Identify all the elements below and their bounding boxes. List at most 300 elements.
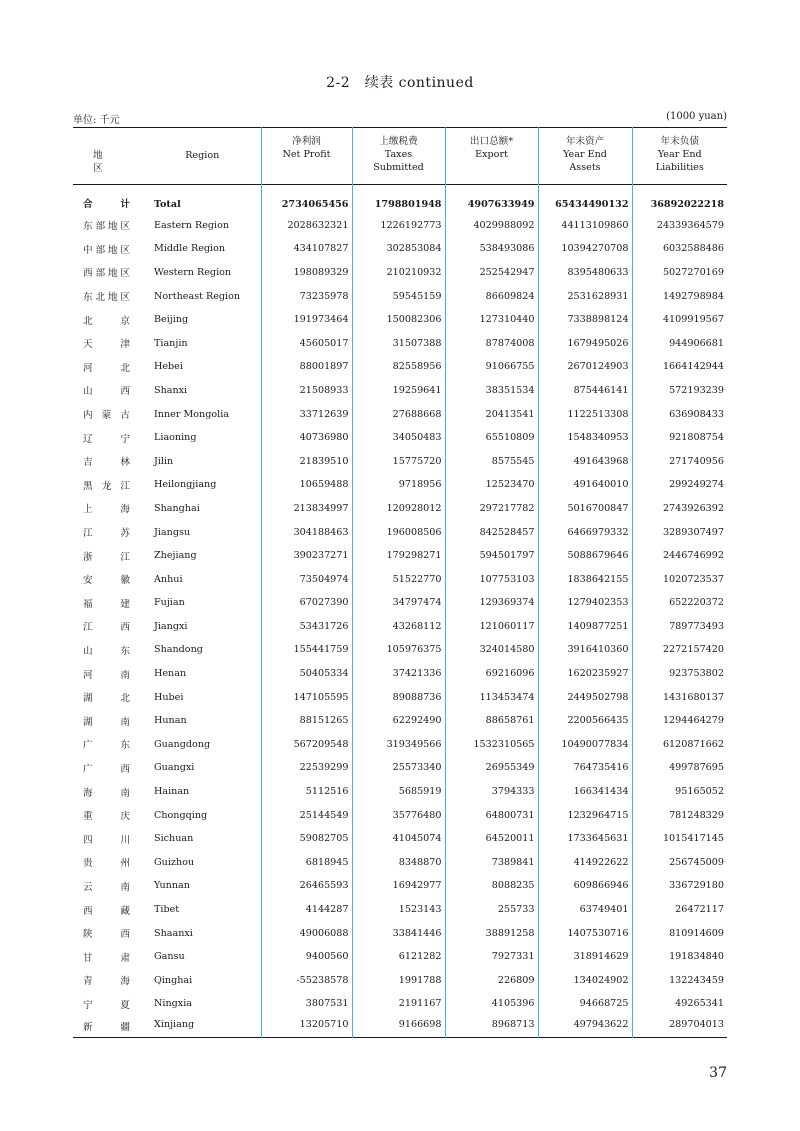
region-name-en: Ningxia	[154, 998, 192, 1010]
taxes-cell: 62292490	[352, 709, 445, 733]
region-name-cn: 宁夏	[83, 999, 130, 1011]
region-name-en: Qinghai	[154, 974, 193, 986]
liabilities-cell: 289704013	[632, 1016, 727, 1038]
taxes-cell: 105976375	[352, 638, 445, 662]
net-profit-cell: 59082705	[261, 827, 352, 851]
net-profit-cell: 10659488	[261, 473, 352, 497]
assets-cell: 1679495026	[538, 331, 632, 355]
export-cell: 69216096	[445, 662, 538, 686]
table-row	[73, 780, 727, 804]
region-name-cn: 合计	[83, 198, 130, 210]
region-name-cn: 西藏	[83, 905, 130, 917]
net-profit-cell: 3807531	[261, 992, 352, 1016]
taxes-cell: 8348870	[352, 851, 445, 875]
region-name-cn: 河北	[83, 362, 130, 374]
liabilities-cell: 1015417145	[632, 827, 727, 851]
taxes-cell: 319349566	[352, 733, 445, 757]
export-cell: 4907633949	[445, 185, 538, 214]
net-profit-cell: 73504974	[261, 567, 352, 591]
region-name-cn: 四川	[83, 834, 130, 846]
liabilities-cell: 499787695	[632, 756, 727, 780]
net-profit-cell: 88151265	[261, 709, 352, 733]
table-row	[73, 756, 727, 780]
liabilities-cell: 944906681	[632, 331, 727, 355]
assets-cell: 7338898124	[538, 308, 632, 332]
export-cell: 129369374	[445, 591, 538, 615]
assets-cell: 10394270708	[538, 237, 632, 261]
header-net-profit-cn: 净利润	[292, 136, 321, 147]
liabilities-cell: 132243459	[632, 969, 727, 993]
taxes-cell: 5685919	[352, 780, 445, 804]
assets-cell: 318914629	[538, 945, 632, 969]
net-profit-cell: 147105595	[261, 685, 352, 709]
table-row	[73, 874, 727, 898]
net-profit-cell: 4144287	[261, 898, 352, 922]
taxes-cell: 25573340	[352, 756, 445, 780]
assets-cell: 414922622	[538, 851, 632, 875]
liabilities-cell: 1664142944	[632, 355, 727, 379]
taxes-cell: 31507388	[352, 331, 445, 355]
net-profit-cell: 33712639	[261, 402, 352, 426]
region-name-cn: 北京	[83, 315, 130, 327]
region-name-en: Eastern Region	[154, 219, 230, 231]
table-row	[73, 426, 727, 450]
taxes-cell: 1226192773	[352, 214, 445, 238]
assets-cell: 1409877251	[538, 615, 632, 639]
region-name-cn: 湖南	[83, 716, 130, 728]
table-row	[73, 615, 727, 639]
table-row	[73, 449, 727, 473]
table-row	[73, 355, 727, 379]
taxes-cell: 1798801948	[352, 185, 445, 214]
assets-cell: 2449502798	[538, 685, 632, 709]
assets-cell: 2531628931	[538, 284, 632, 308]
region-name-cn: 西部地区	[83, 268, 130, 280]
net-profit-cell: 21508933	[261, 379, 352, 403]
table-row	[73, 402, 727, 426]
net-profit-cell: 304188463	[261, 520, 352, 544]
region-name-cn: 河南	[83, 669, 130, 681]
export-cell: 297217782	[445, 497, 538, 521]
assets-cell: 8395480633	[538, 261, 632, 285]
header-net-profit-en: Net Profit	[282, 149, 331, 160]
assets-cell: 1620235927	[538, 662, 632, 686]
region-name-en: Tianjin	[154, 337, 188, 349]
taxes-cell: 34050483	[352, 426, 445, 450]
liabilities-cell: 652220372	[632, 591, 727, 615]
table-row	[73, 214, 727, 238]
region-name-en: Fujian	[154, 597, 185, 609]
region-name-cn: 江西	[83, 622, 130, 634]
header-liabilities-en2: Liabilities	[655, 162, 704, 173]
unit-label-en: (1000 yuan)	[666, 111, 727, 122]
assets-cell: 166341434	[538, 780, 632, 804]
table-row	[73, 520, 727, 544]
export-cell: 64800731	[445, 803, 538, 827]
net-profit-cell: 50405334	[261, 662, 352, 686]
table-row	[73, 284, 727, 308]
net-profit-cell: 2028632321	[261, 214, 352, 238]
table-row	[73, 544, 727, 568]
region-name-en: Shanxi	[154, 384, 188, 396]
assets-cell: 10490077834	[538, 733, 632, 757]
region-name-cn: 山东	[83, 645, 130, 657]
net-profit-cell: 26465593	[261, 874, 352, 898]
unit-label: 单位: 千元	[73, 115, 120, 126]
export-cell: 8088235	[445, 874, 538, 898]
table-row	[73, 497, 727, 521]
liabilities-cell: 336729180	[632, 874, 727, 898]
table-row	[73, 638, 727, 662]
export-cell: 252542947	[445, 261, 538, 285]
net-profit-cell: 53431726	[261, 615, 352, 639]
header-taxes-en2: Submitted	[373, 162, 424, 173]
liabilities-cell: 49265341	[632, 992, 727, 1016]
taxes-cell: 89088736	[352, 685, 445, 709]
export-cell: 12523470	[445, 473, 538, 497]
export-cell: 127310440	[445, 308, 538, 332]
region-name-en: Guangxi	[154, 762, 195, 774]
assets-cell: 5016700847	[538, 497, 632, 521]
region-name-en: Guizhou	[154, 856, 195, 868]
export-cell: 64520011	[445, 827, 538, 851]
header-assets-en2: Assets	[569, 162, 601, 173]
header-taxes-cn: 上缴税费	[379, 136, 418, 147]
export-cell: 8968713	[445, 1016, 538, 1038]
net-profit-cell: 22539299	[261, 756, 352, 780]
assets-cell: 1232964715	[538, 803, 632, 827]
taxes-cell: 37421336	[352, 662, 445, 686]
taxes-cell: 27688668	[352, 402, 445, 426]
net-profit-cell: 198089329	[261, 261, 352, 285]
region-name-en: Shanghai	[154, 502, 200, 514]
taxes-cell: 120928012	[352, 497, 445, 521]
liabilities-cell: 789773493	[632, 615, 727, 639]
header-region-cn: 地 区	[93, 150, 122, 174]
assets-cell: 875446141	[538, 379, 632, 403]
liabilities-cell: 6032588486	[632, 237, 727, 261]
table-row	[73, 185, 727, 214]
region-name-en: Yunnan	[154, 880, 190, 892]
region-name-en: Hunan	[154, 715, 187, 727]
export-cell: 91066755	[445, 355, 538, 379]
liabilities-cell: 26472117	[632, 898, 727, 922]
region-name-cn: 浙江	[83, 551, 130, 563]
region-name-cn: 广西	[83, 763, 130, 775]
region-name-en: Total	[154, 198, 181, 210]
liabilities-cell: 95165052	[632, 780, 727, 804]
header-export	[445, 128, 538, 185]
taxes-cell: 2191167	[352, 992, 445, 1016]
net-profit-cell: 21839510	[261, 449, 352, 473]
assets-cell: 94668725	[538, 992, 632, 1016]
region-name-en: Sichuan	[154, 833, 194, 845]
export-cell: 4029988092	[445, 214, 538, 238]
region-name-en: Shandong	[154, 644, 203, 656]
region-name-en: Henan	[154, 668, 187, 680]
liabilities-cell: 3289307497	[632, 520, 727, 544]
region-name-en: Hainan	[154, 786, 190, 798]
liabilities-cell: 572193239	[632, 379, 727, 403]
page-title: 2-2 续表 continued	[326, 75, 474, 91]
region-name-en: Jiangsu	[154, 526, 191, 538]
net-profit-cell: 191973464	[261, 308, 352, 332]
taxes-cell: 82558956	[352, 355, 445, 379]
net-profit-cell: 213834997	[261, 497, 352, 521]
table-row	[73, 591, 727, 615]
net-profit-cell: 434107827	[261, 237, 352, 261]
taxes-cell: 34797474	[352, 591, 445, 615]
net-profit-cell: 9400560	[261, 945, 352, 969]
export-cell: 255733	[445, 898, 538, 922]
liabilities-cell: 923753802	[632, 662, 727, 686]
export-cell: 4105396	[445, 992, 538, 1016]
region-name-cn: 青海	[83, 976, 130, 988]
net-profit-cell: 390237271	[261, 544, 352, 568]
export-cell: 38351534	[445, 379, 538, 403]
table-row	[73, 803, 727, 827]
net-profit-cell: -55238578	[261, 969, 352, 993]
region-name-en: Hubei	[154, 691, 184, 703]
assets-cell: 3916410360	[538, 638, 632, 662]
liabilities-cell: 4109919567	[632, 308, 727, 332]
assets-cell: 134024902	[538, 969, 632, 993]
table-row	[73, 827, 727, 851]
table-row	[73, 662, 727, 686]
export-cell: 26955349	[445, 756, 538, 780]
export-cell: 594501797	[445, 544, 538, 568]
liabilities-cell: 2272157420	[632, 638, 727, 662]
export-cell: 88658761	[445, 709, 538, 733]
assets-cell: 65434490132	[538, 185, 632, 214]
liabilities-cell: 921808754	[632, 426, 727, 450]
assets-cell: 63749401	[538, 898, 632, 922]
table-row	[73, 331, 727, 355]
export-cell: 324014580	[445, 638, 538, 662]
export-cell: 1532310565	[445, 733, 538, 757]
region-name-cn: 广东	[83, 740, 130, 752]
assets-cell: 764735416	[538, 756, 632, 780]
header-region-en: Region	[185, 150, 220, 161]
liabilities-cell: 299249274	[632, 473, 727, 497]
table-row	[73, 1016, 727, 1038]
region-name-cn: 山西	[83, 386, 130, 398]
assets-cell: 1838642155	[538, 567, 632, 591]
table-row	[73, 992, 727, 1016]
table-row	[73, 969, 727, 993]
region-name-cn: 辽宁	[83, 433, 130, 445]
table-row	[73, 567, 727, 591]
taxes-cell: 196008506	[352, 520, 445, 544]
table-row	[73, 473, 727, 497]
region-name-cn: 天津	[83, 339, 130, 351]
net-profit-cell: 88001897	[261, 355, 352, 379]
header-export-en: Export	[475, 149, 508, 160]
liabilities-cell: 256745009	[632, 851, 727, 875]
table-row	[73, 733, 727, 757]
export-cell: 113453474	[445, 685, 538, 709]
header-net-profit	[261, 128, 352, 185]
export-cell: 8575545	[445, 449, 538, 473]
liabilities-cell: 5027270169	[632, 261, 727, 285]
taxes-cell: 51522770	[352, 567, 445, 591]
region-name-en: Inner Mongolia	[154, 408, 230, 420]
export-cell: 87874008	[445, 331, 538, 355]
net-profit-cell: 5112516	[261, 780, 352, 804]
table-row	[73, 921, 727, 945]
assets-cell: 497943622	[538, 1016, 632, 1038]
export-cell: 107753103	[445, 567, 538, 591]
assets-cell: 5088679646	[538, 544, 632, 568]
assets-cell: 1733645631	[538, 827, 632, 851]
assets-cell: 1407530716	[538, 921, 632, 945]
region-name-en: Jiangxi	[154, 620, 188, 632]
export-cell: 20413541	[445, 402, 538, 426]
assets-cell: 6466979332	[538, 520, 632, 544]
header-assets	[538, 128, 632, 185]
header-liabilities-cn: 年末负债	[660, 136, 699, 147]
taxes-cell: 33841446	[352, 921, 445, 945]
region-name-en: Chongqing	[154, 809, 208, 821]
net-profit-cell: 6818945	[261, 851, 352, 875]
taxes-cell: 302853084	[352, 237, 445, 261]
taxes-cell: 16942977	[352, 874, 445, 898]
region-name-cn: 陕西	[83, 929, 130, 941]
table-header	[73, 128, 727, 185]
region-name-cn: 上海	[83, 504, 130, 516]
assets-cell: 2200566435	[538, 709, 632, 733]
region-name-en: Xinjiang	[154, 1018, 195, 1030]
taxes-cell: 59545159	[352, 284, 445, 308]
region-name-cn: 湖北	[83, 693, 130, 705]
net-profit-cell: 67027390	[261, 591, 352, 615]
region-name-cn: 安徽	[83, 575, 130, 587]
liabilities-cell: 2446746992	[632, 544, 727, 568]
net-profit-cell: 567209548	[261, 733, 352, 757]
table-row	[73, 945, 727, 969]
region-name-cn: 重庆	[83, 811, 130, 823]
region-name-en: Zhejiang	[154, 550, 197, 562]
assets-cell: 44113109860	[538, 214, 632, 238]
assets-cell: 491643968	[538, 449, 632, 473]
taxes-cell: 9166698	[352, 1016, 445, 1038]
liabilities-cell: 810914609	[632, 921, 727, 945]
header-taxes	[352, 128, 445, 185]
taxes-cell: 1523143	[352, 898, 445, 922]
taxes-cell: 35776480	[352, 803, 445, 827]
liabilities-cell: 1431680137	[632, 685, 727, 709]
region-name-cn: 云南	[83, 881, 130, 893]
region-name-en: Beijing	[154, 314, 189, 326]
net-profit-cell: 13205710	[261, 1016, 352, 1038]
region-name-cn: 内蒙古	[83, 410, 130, 422]
taxes-cell: 150082306	[352, 308, 445, 332]
table-row	[73, 379, 727, 403]
export-cell: 38891258	[445, 921, 538, 945]
region-name-en: Middle Region	[154, 243, 226, 255]
region-name-en: Hebei	[154, 361, 183, 373]
table-row	[73, 308, 727, 332]
liabilities-cell: 1294464279	[632, 709, 727, 733]
table-row	[73, 261, 727, 285]
assets-cell: 491640010	[538, 473, 632, 497]
taxes-cell: 9718956	[352, 473, 445, 497]
region-name-cn: 海南	[83, 787, 130, 799]
liabilities-cell: 271740956	[632, 449, 727, 473]
net-profit-cell: 40736980	[261, 426, 352, 450]
region-name-en: Guangdong	[154, 738, 211, 750]
export-cell: 7927331	[445, 945, 538, 969]
region-name-cn: 中部地区	[83, 244, 130, 256]
net-profit-cell: 25144549	[261, 803, 352, 827]
liabilities-cell: 36892022218	[632, 185, 727, 214]
taxes-cell: 15775720	[352, 449, 445, 473]
region-name-en: Heilongjiang	[154, 479, 217, 491]
region-name-en: Shaanxi	[154, 927, 193, 939]
region-name-en: Anhui	[154, 573, 183, 585]
header-assets-en1: Year End	[563, 149, 607, 160]
taxes-cell: 43268112	[352, 615, 445, 639]
export-cell: 3794333	[445, 780, 538, 804]
taxes-cell: 19259641	[352, 379, 445, 403]
region-name-cn: 吉林	[83, 457, 130, 469]
export-cell: 226809	[445, 969, 538, 993]
export-cell: 842528457	[445, 520, 538, 544]
net-profit-cell: 49006088	[261, 921, 352, 945]
region-name-en: Northeast Region	[154, 290, 241, 302]
liabilities-cell: 191834840	[632, 945, 727, 969]
export-cell: 65510809	[445, 426, 538, 450]
header-taxes-en1: Taxes	[384, 149, 413, 160]
region-name-en: Tibet	[154, 904, 180, 916]
statistics-table	[73, 127, 727, 1038]
taxes-cell: 179298271	[352, 544, 445, 568]
assets-cell: 2670124903	[538, 355, 632, 379]
header-export-cn: 出口总额*	[469, 136, 514, 147]
liabilities-cell: 2743926392	[632, 497, 727, 521]
region-name-cn: 黑龙江	[83, 480, 130, 492]
region-name-cn: 江苏	[83, 528, 130, 540]
region-name-cn: 贵州	[83, 858, 130, 870]
page-number: 37	[709, 1065, 727, 1081]
region-name-en: Jilin	[154, 455, 174, 467]
region-name-cn: 东北地区	[83, 292, 130, 304]
region-name-cn: 甘肃	[83, 952, 130, 964]
liabilities-cell: 781248329	[632, 803, 727, 827]
assets-cell: 1548340953	[538, 426, 632, 450]
net-profit-cell: 45605017	[261, 331, 352, 355]
taxes-cell: 210210932	[352, 261, 445, 285]
table-row	[73, 237, 727, 261]
liabilities-cell: 6120871662	[632, 733, 727, 757]
liabilities-cell: 24339364579	[632, 214, 727, 238]
net-profit-cell: 73235978	[261, 284, 352, 308]
export-cell: 538493086	[445, 237, 538, 261]
table-row	[73, 851, 727, 875]
net-profit-cell: 155441759	[261, 638, 352, 662]
region-name-en: Western Region	[154, 266, 232, 278]
taxes-cell: 41045074	[352, 827, 445, 851]
taxes-cell: 1991788	[352, 969, 445, 993]
region-name-cn: 东部地区	[83, 221, 130, 233]
region-name-cn: 福建	[83, 598, 130, 610]
table-row	[73, 898, 727, 922]
assets-cell: 1122513308	[538, 402, 632, 426]
liabilities-cell: 1492798984	[632, 284, 727, 308]
assets-cell: 1279402353	[538, 591, 632, 615]
table-row	[73, 685, 727, 709]
region-name-en: Liaoning	[154, 432, 197, 444]
